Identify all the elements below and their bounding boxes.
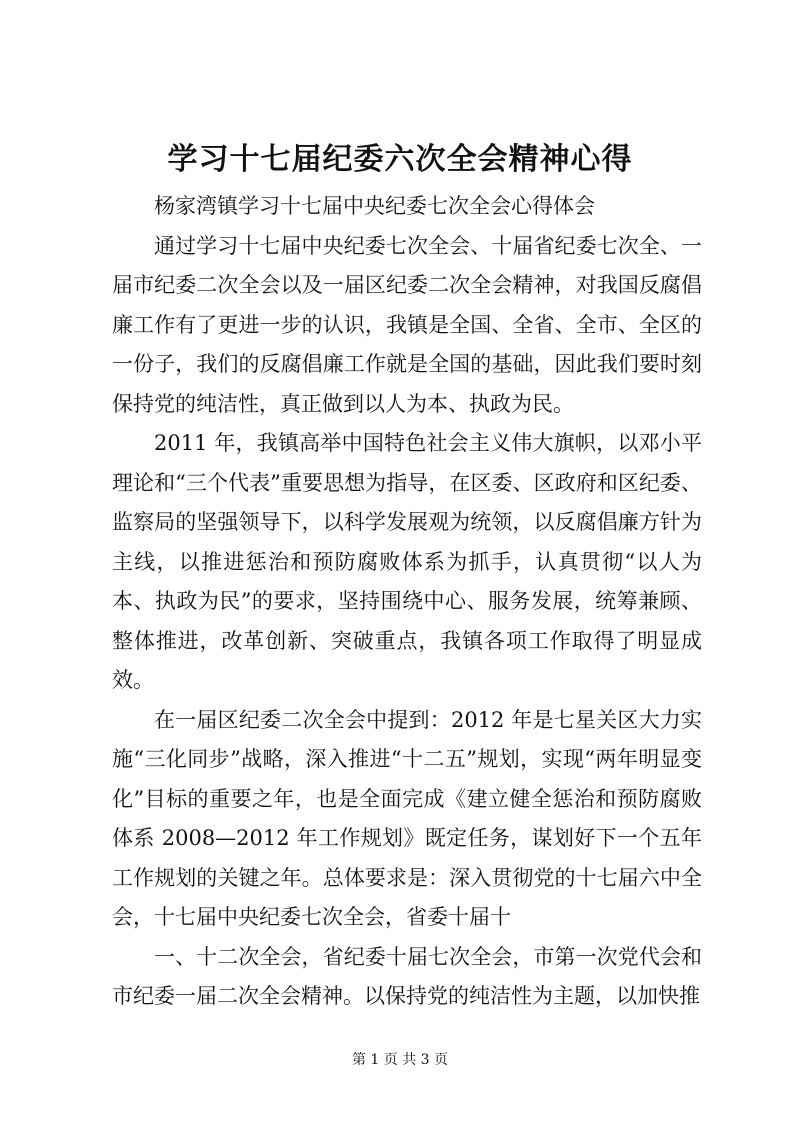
paragraph-3: 在一届区纪委二次全会中提到：2012 年是七星关区大力实施“三化同步”战略，深入推进“十二五”规划，实现“两年明显变化”目标的重要之年，也是全面完成《建立健全惩治和预防腐败体系 2008—2012 年工作规划》既定任务，谋划好下一个五年工作规划的关键之年。总体要求是：深入贯彻党的十七届六中全会，十七届中央纪委七次全会，省委十届十	[112, 707, 702, 929]
document-body	[112, 187, 702, 1017]
page-footer: 第 1 页 共 3 页	[351, 1052, 449, 1068]
document-subtitle: 杨家湾镇学习十七届中央纪委七次全会心得体会	[154, 194, 595, 218]
document-title: 学习十七届纪委六次全会精神心得	[167, 142, 633, 177]
paragraph-2: 2011 年，我镇高举中国特色社会主义伟大旗帜，以邓小平理论和“三个代表”重要思想为指导，在区委、区政府和区纪委、监察局的坚强领导下，以科学发展观为统领，以反腐倡廉方针为主线，以推进惩治和预防腐败体系为抓手，认真贯彻“以人为本、执政为民”的要求，坚持围绕中心、服务发展，统筹兼顾、整体推进，改革创新、突破重点，我镇各项工作取得了明显成效。	[112, 431, 702, 692]
paragraph-4: 一、十二次全会，省纪委十届七次全会，市第一次党代会和市纪委一届二次全会精神。以保持党的纯洁性为主题，以加快推	[112, 944, 702, 1008]
paragraph-1: 通过学习十七届中央纪委七次全会、十届省纪委七次全、一届市纪委二次全会以及一届区纪委二次全会精神，对我国反腐倡廉工作有了更进一步的认识，我镇是全国、全省、全市、全区的一份子，我们的反腐倡廉工作就是全国的基础，因此我们要时刻保持党的纯洁性，真正做到以人为本、执政为民。	[112, 233, 702, 416]
